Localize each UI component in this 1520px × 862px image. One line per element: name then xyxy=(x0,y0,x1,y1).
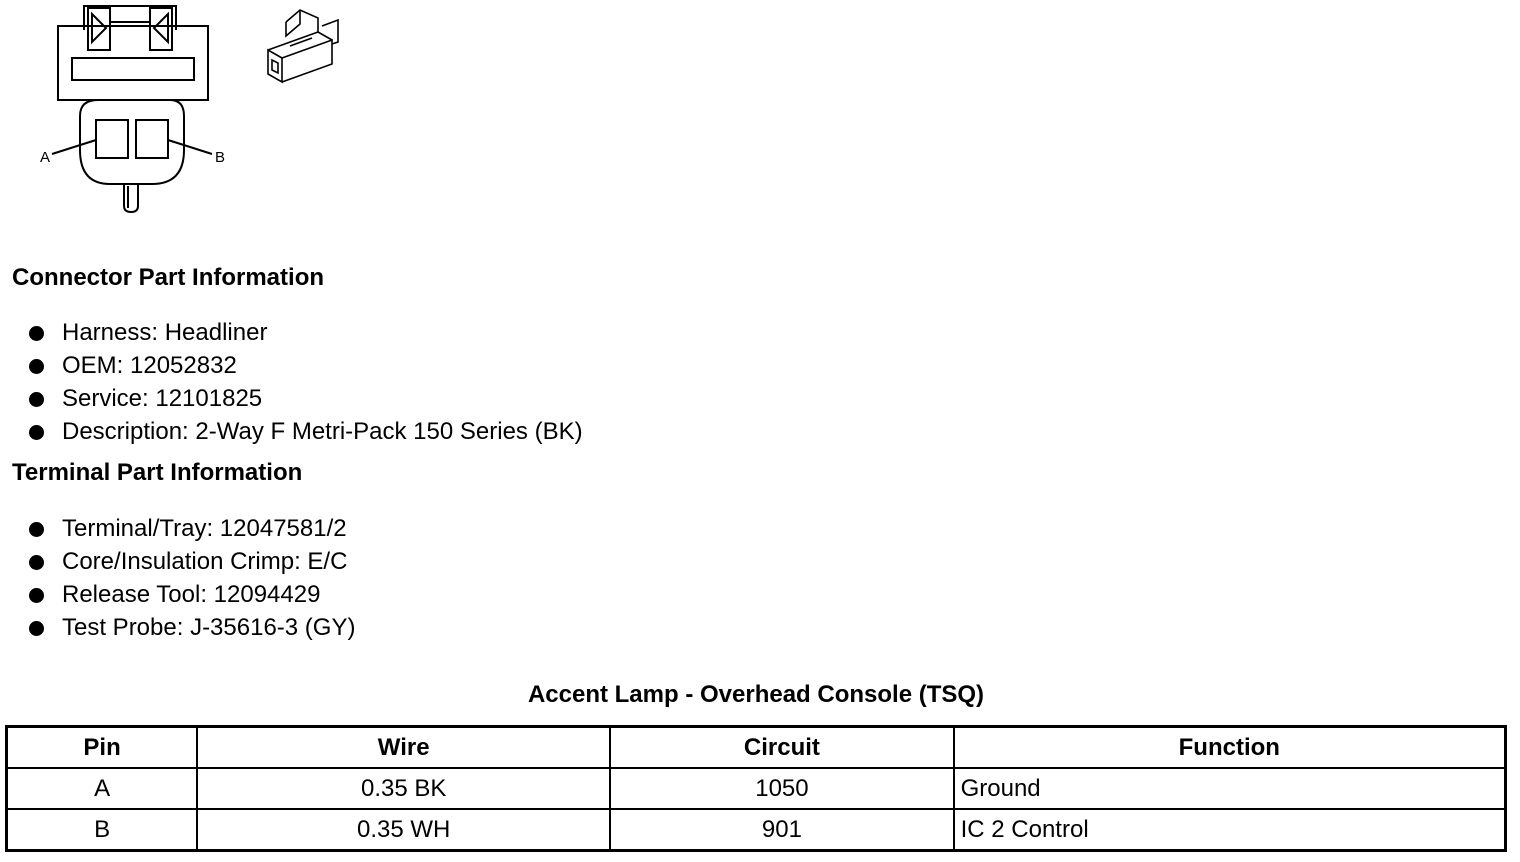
connector-latch xyxy=(84,6,176,50)
list-item: Test Probe: J-35616-3 (GY) xyxy=(0,611,355,644)
table-row xyxy=(7,809,1506,851)
connector-key xyxy=(124,184,138,212)
bullet-icon xyxy=(29,555,44,570)
list-item: OEM: 12052832 xyxy=(0,349,583,382)
header-pin: Pin xyxy=(7,727,198,769)
bullet-icon xyxy=(29,621,44,636)
cell-pin: A xyxy=(7,768,198,809)
bullet-icon xyxy=(29,588,44,603)
bullet-icon xyxy=(29,359,44,374)
pin-label-b: B xyxy=(215,149,226,166)
cavity-a xyxy=(96,120,128,158)
connector-info-title: Connector Part Information xyxy=(12,264,325,291)
pinout-table xyxy=(5,725,1507,852)
connector-housing xyxy=(58,26,208,100)
cell-circuit: 1050 xyxy=(610,768,953,809)
list-item: Release Tool: 12094429 xyxy=(0,578,355,611)
cell-wire: 0.35 BK xyxy=(197,768,610,809)
connector-info-list xyxy=(0,316,583,448)
list-item: Terminal/Tray: 12047581/2 xyxy=(0,512,355,545)
list-item: Harness: Headliner xyxy=(0,316,583,349)
table-header-row xyxy=(7,727,1506,769)
cavity-b xyxy=(136,120,168,158)
table-row xyxy=(7,768,1506,809)
pin-label-a: A xyxy=(40,149,51,166)
connector-housing-inner xyxy=(72,58,194,80)
header-circuit: Circuit xyxy=(610,727,953,769)
terminal-info-title: Terminal Part Information xyxy=(12,459,303,486)
leader-b xyxy=(168,140,212,154)
header-wire: Wire xyxy=(197,727,610,769)
list-item: Service: 12101825 xyxy=(0,382,583,415)
bullet-icon xyxy=(29,522,44,537)
table-title: Accent Lamp - Overhead Console (TSQ) xyxy=(527,681,985,708)
cell-function: IC 2 Control xyxy=(954,809,1506,851)
terminal-info-list xyxy=(0,512,355,644)
leader-a xyxy=(52,140,96,154)
cell-wire: 0.35 WH xyxy=(197,809,610,851)
bullet-icon xyxy=(29,392,44,407)
cell-circuit: 901 xyxy=(610,809,953,851)
bullet-icon xyxy=(29,326,44,341)
header-function: Function xyxy=(954,727,1506,769)
connector-iso-view xyxy=(268,10,338,82)
list-item: Description: 2-Way F Metri-Pack 150 Series (BK) xyxy=(0,415,583,448)
connector-diagram xyxy=(0,0,360,220)
list-item: Core/Insulation Crimp: E/C xyxy=(0,545,355,578)
cell-pin: B xyxy=(7,809,198,851)
bullet-icon xyxy=(29,425,44,440)
cell-function: Ground xyxy=(954,768,1506,809)
